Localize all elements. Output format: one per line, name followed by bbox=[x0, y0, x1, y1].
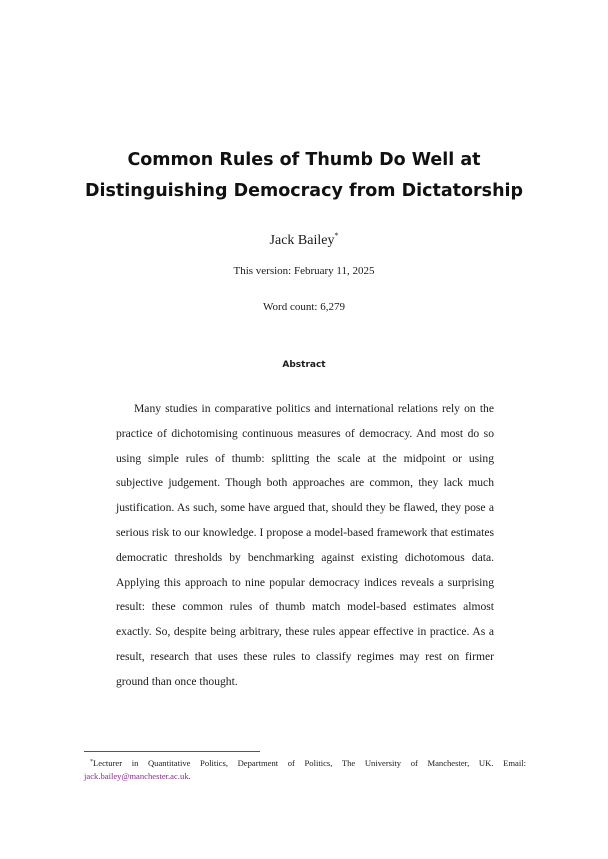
version-date: This version: February 11, 2025 bbox=[233, 265, 375, 277]
abstract-heading: Abstract bbox=[282, 360, 326, 370]
abstract-text: Many studies in comparative politics and international relations rely on the practice of dichotomising continuous measures of democracy. And most do so using simple rules of thumb: splitting the scale at the midpoint or using subjective judgement. Though both approaches are common, they lack much justification. As such, some have argued that, should they be flawed, they pose a serious risk to our knowledge. I propose a model-based framework that estimates democratic thresholds by benchmarking against existing dichotomous data. Applying this approach to nine popular democracy indices reveals a surprising result: these common rules of thumb match model-based estimates almost exactly. So, despite being arbitrary, these rules appear effective in practice. As a result, research that uses these rules to classify regimes may rest on firmer ground than once thought. bbox=[116, 402, 494, 688]
footnote-mark: * bbox=[90, 759, 93, 765]
footnote bbox=[84, 756, 526, 783]
paper-title-line-1: Common Rules of Thumb Do Well at bbox=[127, 150, 481, 170]
author-email-link[interactable]: jack.bailey@manchester.ac.uk bbox=[84, 771, 189, 781]
paper-title-line-2: Distinguishing Democracy from Dictatorship bbox=[84, 181, 524, 201]
footnote-trailing: . bbox=[188, 771, 191, 781]
author-name: Jack Bailey bbox=[269, 233, 335, 248]
author bbox=[0, 231, 608, 249]
footnote-text: Lecturer in Quantitative Politics, Department of Politics, The University of Manchester, UK. Email: bbox=[93, 758, 526, 768]
author-footnote-mark: * bbox=[334, 231, 339, 240]
footnote-divider bbox=[84, 751, 260, 752]
paper-title bbox=[0, 145, 608, 207]
word-count: Word count: 6,279 bbox=[263, 301, 345, 313]
